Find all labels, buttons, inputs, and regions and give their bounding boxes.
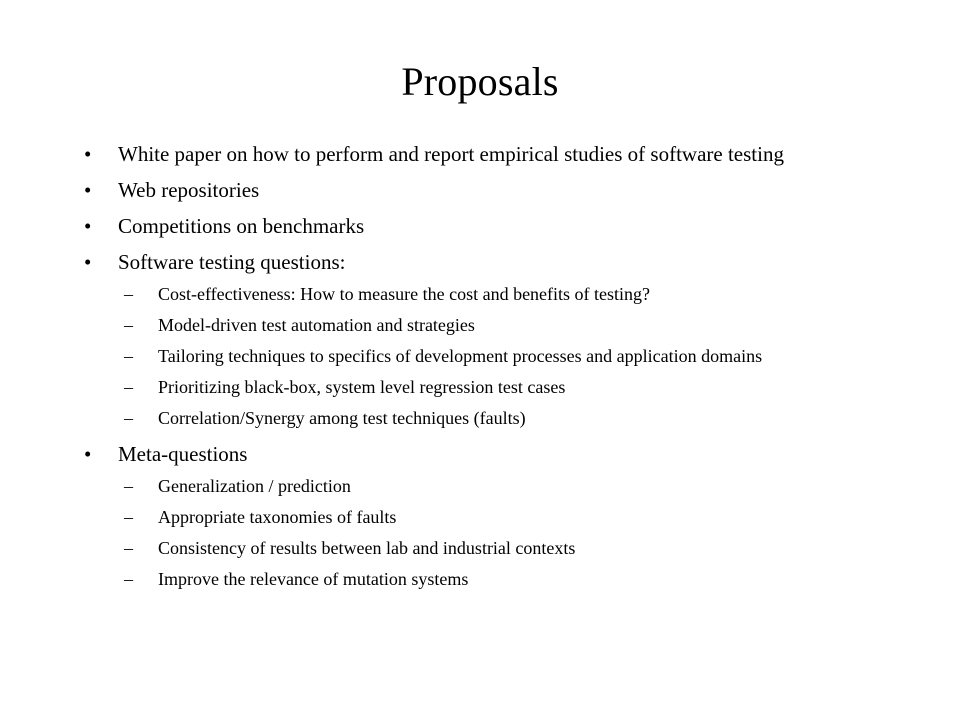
sub-item (84, 408, 884, 428)
sub-item (84, 507, 884, 527)
bullet-item (84, 442, 884, 466)
sub-text: Tailoring techniques to specifics of development processes and application domains (158, 346, 763, 366)
sub-text: Appropriate taxonomies of faults (158, 507, 397, 527)
bullet-text: Meta-questions (118, 442, 248, 466)
sub-list (84, 476, 884, 589)
slide-content (84, 142, 884, 603)
dash-icon: – (124, 408, 133, 428)
bullet-item (84, 214, 884, 238)
bullet-text: Software testing questions: (118, 250, 346, 274)
bullet-dot-icon: • (84, 250, 92, 274)
sub-text: Consistency of results between lab and industrial contexts (158, 538, 576, 558)
sub-list (84, 284, 884, 428)
dash-icon: – (124, 346, 133, 366)
sub-item (84, 284, 884, 304)
sub-item (84, 315, 884, 335)
sub-text: Prioritizing black-box, system level regression test cases (158, 377, 566, 397)
dash-icon: – (124, 476, 133, 496)
bullet-text: Web repositories (118, 178, 260, 202)
dash-icon: – (124, 284, 133, 304)
bullet-text: White paper on how to perform and report empirical studies of software testing (118, 142, 784, 166)
bullet-dot-icon: • (84, 442, 92, 466)
bullet-dot-icon: • (84, 142, 92, 166)
bullet-item (84, 178, 884, 202)
slide-title: Proposals (401, 59, 559, 104)
sub-text: Model-driven test automation and strategies (158, 315, 475, 335)
sub-text: Correlation/Synergy among test techniques (faults) (158, 408, 526, 428)
dash-icon: – (124, 507, 133, 527)
sub-text: Cost-effectiveness: How to measure the cost and benefits of testing? (158, 284, 651, 304)
sub-text: Improve the relevance of mutation systems (158, 569, 469, 589)
bullet-item (84, 250, 884, 274)
sub-item (84, 569, 884, 589)
bullet-dot-icon: • (84, 214, 92, 238)
dash-icon: – (124, 569, 133, 589)
sub-text: Generalization / prediction (158, 476, 351, 496)
bullet-item (84, 142, 884, 166)
dash-icon: – (124, 315, 133, 335)
sub-item (84, 538, 884, 558)
sub-item (84, 377, 884, 397)
bullet-dot-icon: • (84, 178, 92, 202)
dash-icon: – (124, 377, 133, 397)
sub-item (84, 476, 884, 496)
dash-icon: – (124, 538, 133, 558)
bullet-text: Competitions on benchmarks (118, 214, 365, 238)
sub-item (84, 346, 884, 366)
